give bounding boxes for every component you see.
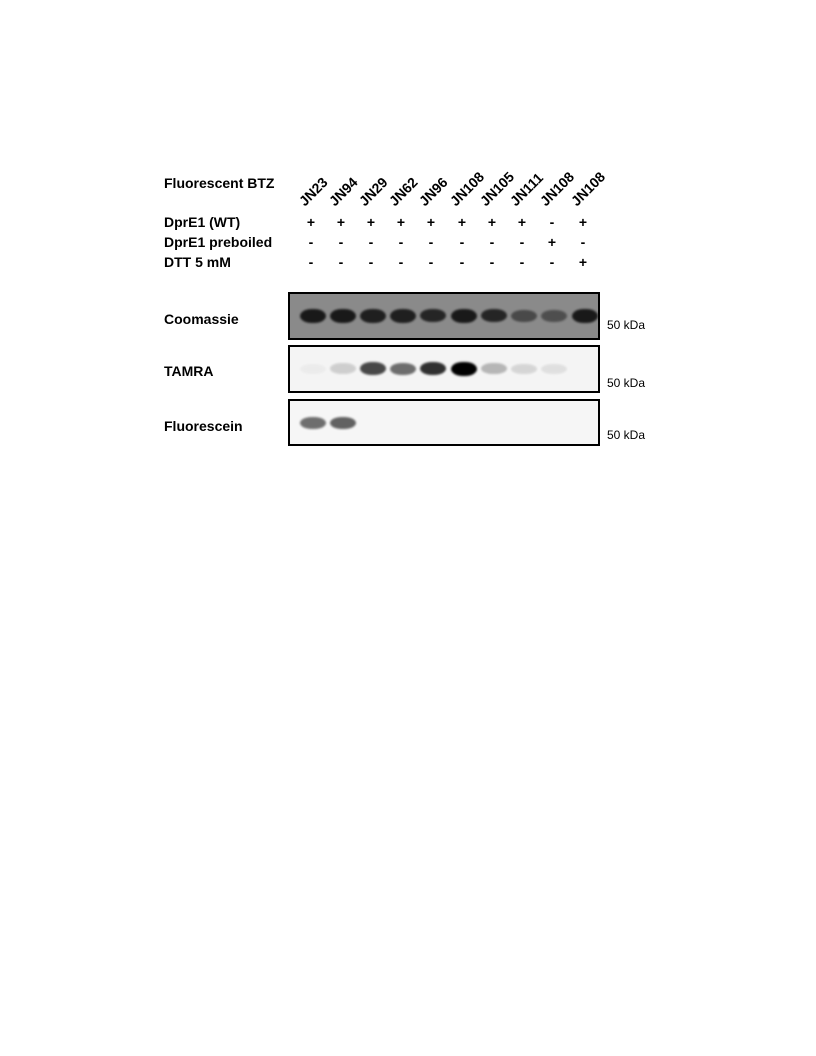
- condition-sign: -: [519, 254, 525, 270]
- condition-sign: +: [396, 214, 406, 230]
- lane-name: JN108: [536, 168, 578, 209]
- condition-sign: -: [459, 234, 465, 250]
- condition-sign: -: [519, 234, 525, 250]
- condition-sign: -: [398, 254, 404, 270]
- condition-label: DTT 5 mM: [164, 254, 231, 270]
- gel-band: [451, 309, 477, 323]
- condition-sign: +: [306, 214, 316, 230]
- gel-band: [330, 309, 356, 323]
- condition-label: DprE1 preboiled: [164, 234, 273, 250]
- condition-sign: -: [338, 234, 344, 250]
- condition-sign: -: [308, 234, 314, 250]
- lane-name: JN94: [325, 174, 361, 209]
- gel-image: [288, 292, 600, 340]
- condition-sign: -: [428, 254, 434, 270]
- panel-label: Fluorescein: [164, 418, 243, 434]
- condition-sign: +: [487, 214, 497, 230]
- condition-sign: -: [580, 234, 586, 250]
- condition-sign: -: [549, 214, 555, 230]
- lane-name: JN108: [567, 168, 609, 209]
- condition-sign: -: [489, 234, 495, 250]
- gel-image: [288, 345, 600, 393]
- condition-sign: -: [428, 234, 434, 250]
- condition-sign: -: [308, 254, 314, 270]
- gel-band: [330, 363, 356, 374]
- gel-band: [420, 309, 446, 322]
- gel-band: [511, 310, 537, 322]
- gel-band: [390, 363, 416, 375]
- gel-band: [330, 417, 356, 429]
- lane-name: JN108: [446, 168, 488, 209]
- condition-sign: -: [459, 254, 465, 270]
- condition-sign: +: [336, 214, 346, 230]
- gel-band: [572, 309, 598, 323]
- condition-sign: -: [398, 234, 404, 250]
- gel-band: [541, 310, 567, 322]
- condition-sign: +: [578, 254, 588, 270]
- panel-label: TAMRA: [164, 363, 214, 379]
- lane-name: JN62: [385, 174, 421, 209]
- molecular-weight-marker: 50 kDa: [607, 428, 646, 442]
- condition-sign: +: [457, 214, 467, 230]
- condition-sign: +: [366, 214, 376, 230]
- condition-sign: +: [517, 214, 527, 230]
- molecular-weight-marker: 50 kDa: [607, 376, 646, 390]
- condition-label: DprE1 (WT): [164, 214, 241, 230]
- condition-sign: -: [338, 254, 344, 270]
- gel-band: [390, 309, 416, 323]
- gel-band: [360, 362, 386, 375]
- lane-name: JN96: [415, 174, 451, 209]
- gel-band: [300, 417, 326, 429]
- condition-sign: +: [578, 214, 588, 230]
- condition-sign: -: [368, 254, 374, 270]
- lane-name: JN111: [506, 169, 547, 209]
- condition-sign: +: [426, 214, 436, 230]
- gel-band: [420, 362, 446, 375]
- lane-name: JN29: [355, 174, 391, 209]
- condition-sign: +: [547, 234, 557, 250]
- condition-sign: -: [489, 254, 495, 270]
- gel-band: [481, 309, 507, 322]
- gel-band: [451, 362, 477, 376]
- gel-band: [300, 309, 326, 323]
- compound-label: Fluorescent BTZ: [164, 175, 275, 191]
- panel-label: Coomassie: [164, 311, 239, 327]
- molecular-weight-marker: 50 kDa: [607, 318, 646, 332]
- gel-band: [481, 363, 507, 374]
- gel-band: [541, 364, 567, 374]
- lane-name: JN23: [295, 174, 331, 209]
- condition-sign: -: [549, 254, 555, 270]
- gel-band: [360, 309, 386, 323]
- gel-band: [300, 364, 326, 374]
- condition-sign: -: [368, 234, 374, 250]
- lane-name: JN105: [476, 168, 518, 209]
- gel-band: [511, 364, 537, 374]
- gel-image: [288, 399, 600, 446]
